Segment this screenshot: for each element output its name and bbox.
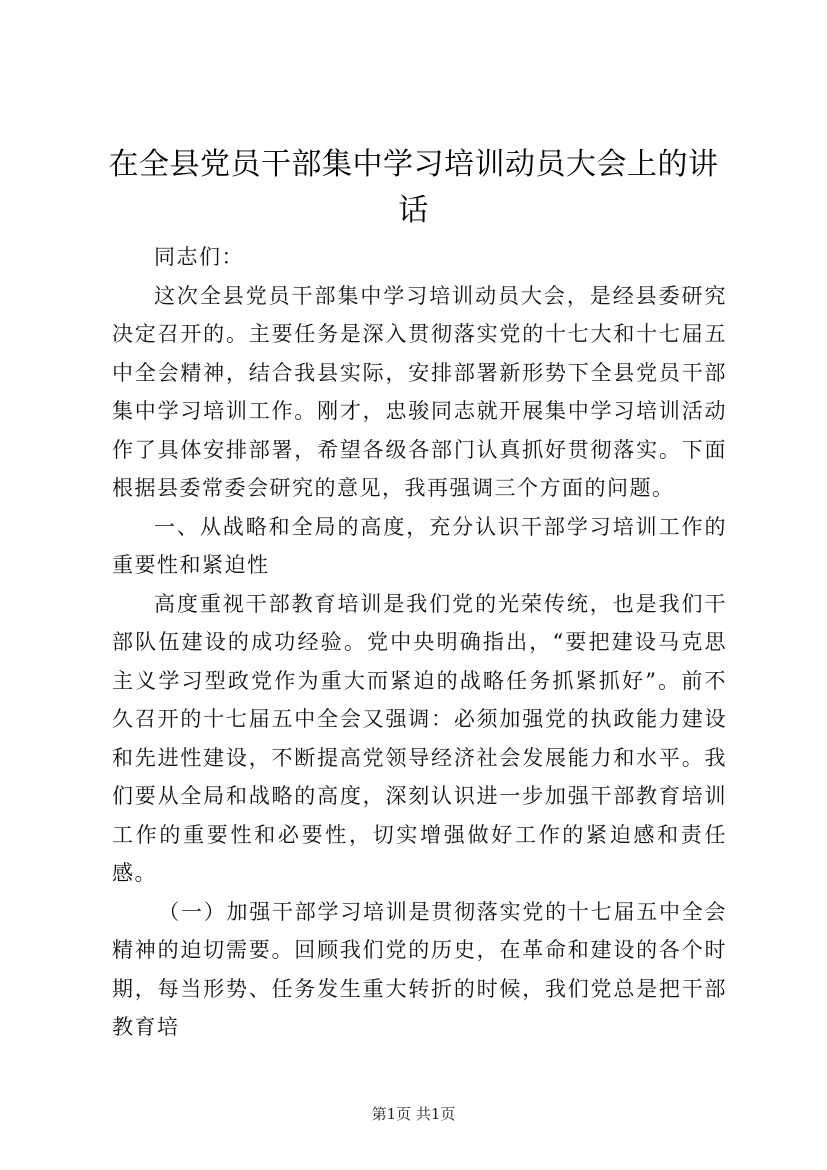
subsection-1: （一）加强干部学习培训是贯彻落实党的十七届五中全会精神的迫切需要。回顾我们党的历史，在革命和建设的各个时期，每当形势、任务发生重大转折的时候，我们党总是把干部教育培 (112, 899, 727, 1039)
document-body (112, 238, 727, 1047)
page-footer (0, 1104, 827, 1124)
paragraph-intro: 这次全县党员干部集中学习培训动员大会，是经县委研究决定召开的。主要任务是深入贯彻落实党的十七大和十七届五中全会精神，结合我县实际，安排部署新形势下全县党员干部集中学习培训工作。刚才，忠骏同志就开展集中学习培训活动作了具体安排部署，希望各级各部门认真抓好贯彻落实。下面根据县委常委会研究的意见，我再强调三个方面的问题。 (112, 283, 727, 500)
section-heading-1: 一、从战略和全局的高度，充分认识干部学习培训工作的重要性和紧迫性 (112, 514, 727, 577)
page-number: 第1页 共1页 (371, 1105, 456, 1123)
paragraph-tradition: 高度重视干部教育培训是我们党的光荣传统，也是我们干部队伍建设的成功经验。党中央明确指出，“要把建设马克思主义学习型政党作为重大而紧迫的战略任务抓紧抓好”。前不久召开的十七届五中全会又强调：必须加强党的执政能力建设和先进性建设，不断提高党领导经济社会发展能力和水平。我们要从全局和战略的高度，深刻认识进一步加强干部教育培训工作的重要性和必要性，切实增强做好工作的紧迫感和责任感。 (112, 591, 727, 885)
salutation: 同志们： (154, 245, 244, 269)
document-title: 在全县党员干部集中学习培训动员大会上的讲话 (108, 147, 719, 228)
